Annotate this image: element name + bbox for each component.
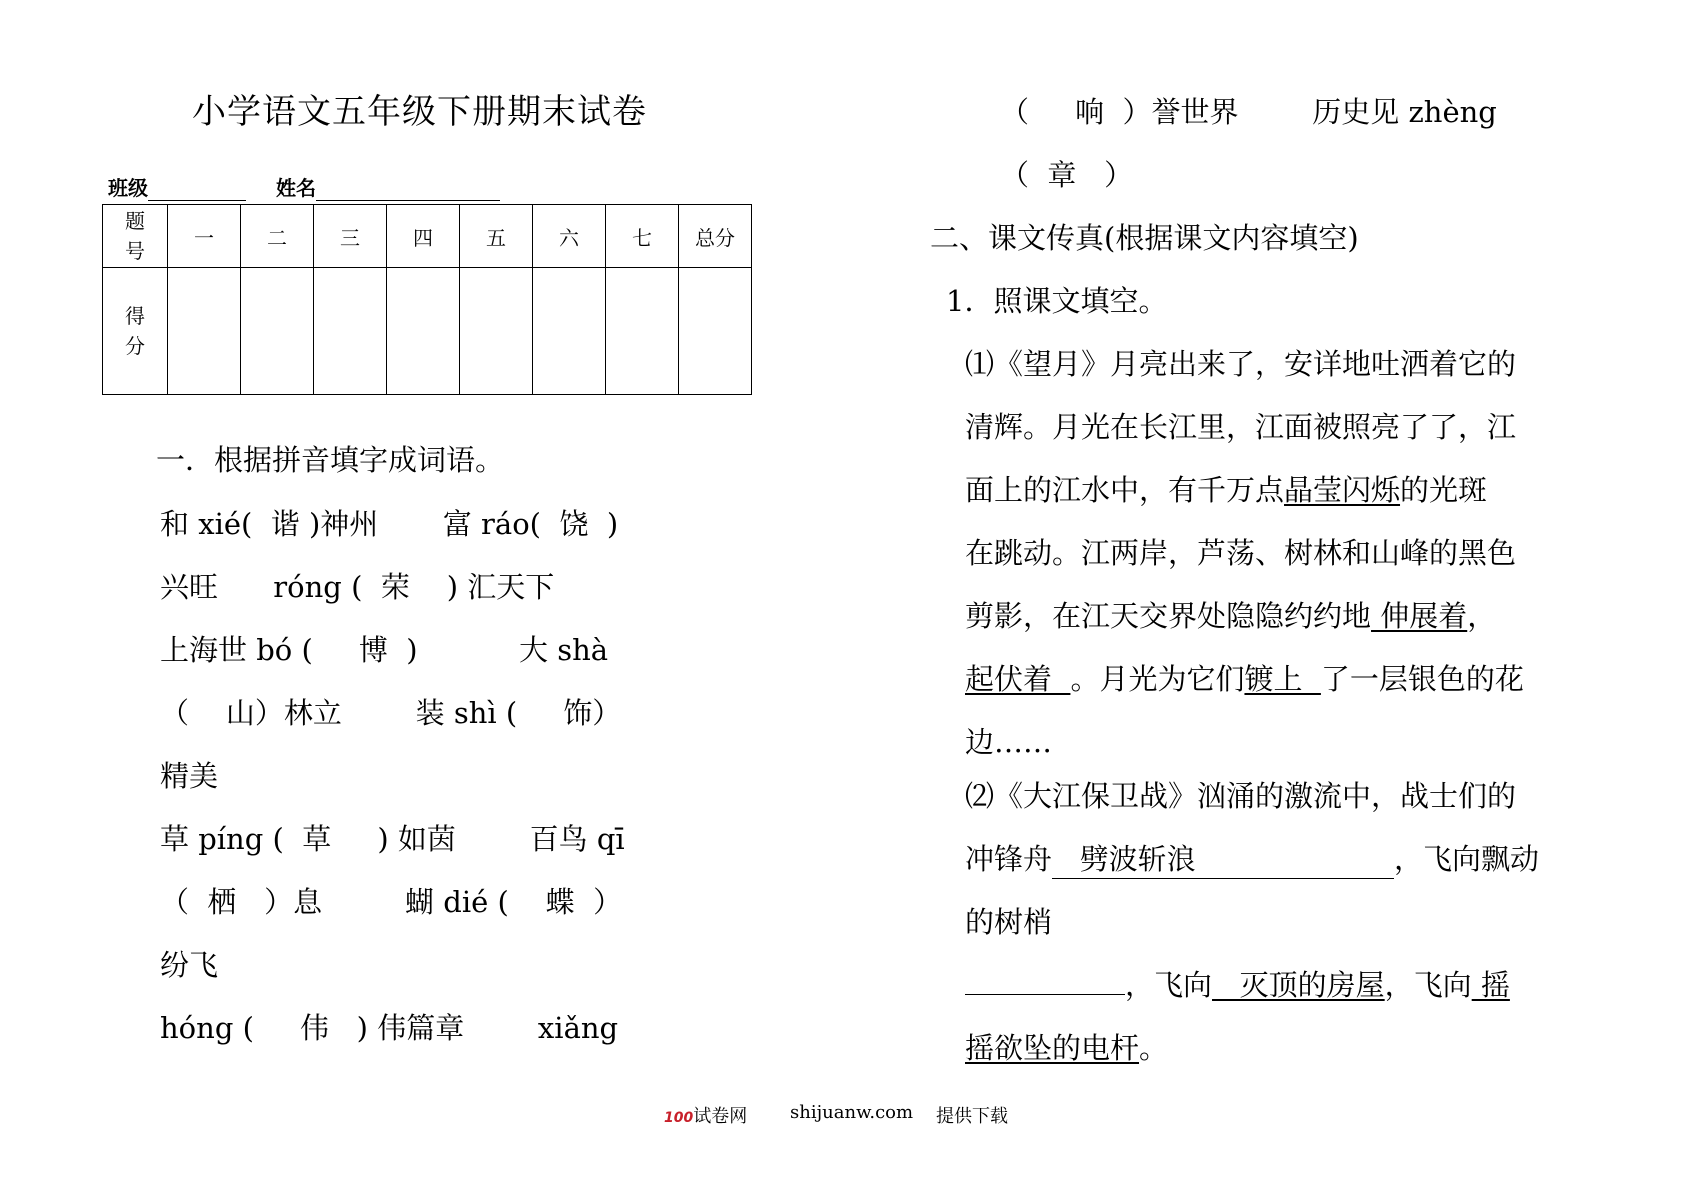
score-table-header-row	[103, 205, 752, 268]
footer	[664, 1102, 747, 1128]
footer-note: 提供下载	[936, 1106, 1008, 1127]
col-header-6: 六	[533, 205, 606, 268]
answer-underline: 镀上	[1244, 662, 1321, 696]
passage-line: 清辉。月光在长江里，江面被照亮了了，江	[965, 410, 1517, 444]
score-cell[interactable]	[241, 268, 314, 395]
name-field	[276, 172, 500, 201]
question-1-heading: 1．照课文填空。	[946, 284, 1168, 318]
col-header-3: 三	[314, 205, 387, 268]
name-blank[interactable]	[316, 180, 500, 201]
section1-line: hóng ( 伟 ) 伟篇章 xiǎng	[160, 1011, 619, 1045]
section1-line: 兴旺 róng ( 荣 ) 汇天下	[160, 570, 555, 604]
score-cell[interactable]	[460, 268, 533, 395]
col-header-total: 总分	[679, 205, 752, 268]
class-label: 班级	[108, 176, 148, 200]
score-table	[102, 204, 752, 395]
answer-underline: 摇欲坠的电杆	[965, 1031, 1140, 1065]
answer-underline: 晶莹闪烁	[1284, 473, 1401, 507]
score-cell[interactable]	[387, 268, 460, 395]
answer-blank[interactable]	[965, 994, 1125, 995]
col-header-4: 四	[387, 205, 460, 268]
section1-heading: 一．根据拼音填字成词语。	[156, 443, 505, 477]
passage-line: 起伏着 。月光为它们镀上 了一层银色的花	[965, 662, 1524, 696]
right-top-line: （ 章 ）	[1000, 158, 1134, 192]
footer-site-name: 试卷网	[693, 1106, 748, 1127]
answer-underline: 起伏着	[965, 662, 1071, 696]
passage-line: 摇欲坠的电杆。	[965, 1031, 1169, 1065]
score-cell[interactable]	[606, 268, 679, 395]
passage-line: ⑴《望月》月亮出来了，安详地吐洒着它的	[965, 347, 1517, 381]
class-field	[108, 172, 246, 201]
name-label: 姓名	[276, 176, 316, 200]
col-header-5: 五	[460, 205, 533, 268]
passage-line: ，飞向 灭顶的房屋，飞向 摇	[965, 963, 1510, 1004]
score-cell[interactable]	[314, 268, 387, 395]
score-cell[interactable]	[533, 268, 606, 395]
section1-line: 草 píng ( 草 ) 如茵 百鸟 qī	[160, 822, 625, 856]
col-header-7: 七	[606, 205, 679, 268]
score-table-score-row	[103, 268, 752, 395]
passage-line: 在跳动。江两岸，芦荡、树林和山峰的黑色	[965, 536, 1517, 570]
answer-blank[interactable]: 劈波斩浪	[1052, 840, 1394, 879]
col-header-1: 一	[168, 205, 241, 268]
answer-underline: 摇	[1471, 968, 1510, 1002]
passage-line: 冲锋舟 劈波斩浪 ，飞向飘动	[965, 837, 1539, 879]
section1-line: （ 山）林立 装 shì ( 饰）	[160, 696, 622, 730]
section1-line: （ 栖 ）息 蝴 dié ( 蝶 ）	[160, 885, 623, 919]
class-blank[interactable]	[148, 180, 246, 201]
site-logo-icon: 100	[664, 1110, 694, 1126]
right-top-line: （ 响 ）誉世界 历史见 zhèng	[1000, 95, 1497, 129]
section1-line: 精美	[160, 759, 219, 793]
passage-line: ⑵《大江保卫战》汹涌的激流中，战士们的	[965, 779, 1517, 813]
section1-line: 纷飞	[160, 948, 219, 982]
score-cell[interactable]	[679, 268, 752, 395]
section1-line: 和 xié( 谐 )神州 富 ráo( 饶 )	[160, 507, 619, 541]
passage-line: 剪影，在江天交界处隐隐约约地 伸展着，	[965, 599, 1497, 633]
answer-underline: 灭顶的房屋	[1212, 968, 1385, 1002]
section2-heading: 二、课文传真(根据课文内容填空)	[930, 221, 1359, 255]
passage-line: 的树梢	[965, 905, 1053, 939]
page-title: 小学语文五年级下册期末试卷	[192, 92, 647, 132]
score-cell[interactable]	[168, 268, 241, 395]
answer-underline: 伸展着	[1371, 599, 1468, 633]
row-label-score: 得 分	[103, 268, 168, 395]
passage-line: 边……	[965, 725, 1053, 759]
row-label-question-number: 题 号	[103, 205, 168, 268]
passage-line: 面上的江水中，有千万点晶莹闪烁的光斑	[965, 473, 1488, 507]
footer-domain[interactable]: shijuanw.com	[790, 1102, 914, 1123]
col-header-2: 二	[241, 205, 314, 268]
section1-line: 上海世 bó ( 博 ) 大 shà	[160, 633, 609, 667]
